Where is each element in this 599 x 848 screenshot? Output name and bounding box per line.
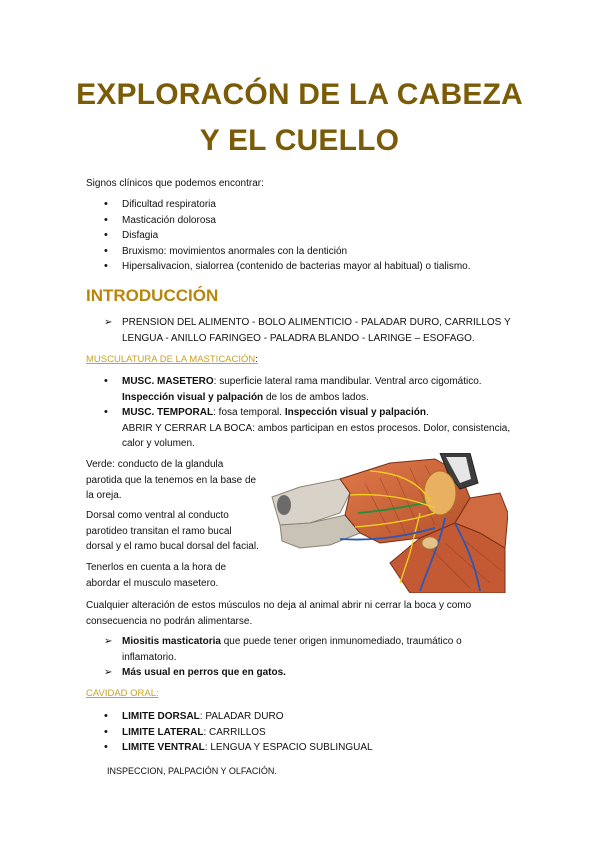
list-item [104,725,373,741]
intro-line-1: PRENSION DEL ALIMENTO - BOLO ALIMENTICIO - PALADAR DURO, CARRILLOS Y [122,317,511,328]
limite-dorsal-text: : PALADAR DURO [199,711,284,722]
list-item: • Hipersalivacion, sialorrea (contenido de bacterias mayor al habitual) o tialismo. [104,259,471,275]
musculatura-heading [86,354,258,365]
text-line: parotida que la tenemos en la base de [86,474,257,486]
limite-ventral-label: LIMITE VENTRAL [122,742,205,753]
list-item [104,405,514,452]
list-item [104,374,514,405]
tener-paragraph [86,560,226,591]
inspeccion-text: INSPECCION, PALPACIÓN Y OLFACIÓN. [107,766,277,776]
limite-ventral-text: : LENGUA Y ESPACIO SUBLINGUAL [204,742,373,753]
text-line: dorsal y el ramo bucal dorsal del facial. [86,541,259,552]
masetero-inspeccion: Inspección visual y palpación [122,391,264,403]
text-line: consecuencia no podrán alimentarse. [86,615,253,627]
musculatura-colon: : [255,354,258,365]
section-heading-introduccion: INTRODUCCIÓN [86,286,219,305]
temporal-label: MUSC. TEMPORAL [122,407,214,418]
limite-lateral-label: LIMITE LATERAL [122,726,204,738]
list-item [104,315,511,346]
text-line: Tenerlos en cuenta a la hora de [86,562,227,573]
list-item: • Bruxismo: movimientos anormales con la dentición [104,244,471,260]
temporal-end: . [425,407,429,418]
masetero-inspeccion-rest: de los de ambos lados. [263,391,369,403]
list-item: • Disfagia [104,228,471,244]
list-item [104,709,373,725]
musculatura-heading-text: MUSCULATURA DE LA MASTICACIÓN [86,354,256,365]
text-line: Dorsal como ventral al conducto [86,510,229,521]
dog-head-anatomy-illustration [270,453,508,593]
cavidad-list [104,709,373,756]
text-line: abordar el musculo masetero. [86,577,219,589]
list-item [104,740,373,756]
dorsal-paragraph [86,508,259,555]
perros-text: Más usual en perros que en gatos. [122,667,286,678]
signs-list [104,197,471,275]
temporal-text: : fosa temporal. [213,407,285,418]
alteracion-paragraph [86,598,471,629]
miositis-list [104,634,514,681]
cavidad-oral-heading: CAVIDAD ORAL: [86,688,159,699]
masetero-label: MUSC. MASETERO [122,376,214,387]
abrir-line-2: calor y volumen. [122,438,195,449]
masetero-text: : superficie lateral rama mandibular. Ventral arco cigomático. [213,376,482,387]
limite-lateral-text: : CARRILLOS [203,726,266,738]
text-line: Cualquier alteración de estos músculos no deja al animal abrir ni cerrar la boca y como [86,600,472,611]
miositis-text: que puede tener origen inmunomediado, traumático o [220,636,462,647]
list-item: • Dificultad respiratoria [104,197,471,213]
intro-arrow-list [104,315,511,346]
limite-dorsal-label: LIMITE DORSAL [122,711,200,722]
musculatura-list [104,374,514,452]
text-line: parotideo transitan el ramo bucal [86,525,232,537]
page-title-line-1: EXPLORACÓN DE LA CABEZA [76,78,523,111]
list-item [104,634,514,665]
abrir-line-1: ABRIR Y CERRAR LA BOCA: ambos participan en estos procesos. Dolor, consistencia, [122,422,511,434]
signs-intro: Signos clínicos que podemos encontrar: [86,178,264,189]
miositis-label: Miositis masticatoria [122,636,221,647]
intro-line-2: LENGUA - ANILLO FARINGEO - PALADRA BLANDO - LARINGE – ESOFAGO. [122,332,475,344]
text-line: la oreja. [86,490,122,501]
list-item [104,665,514,681]
list-item: • Masticación dolorosa [104,213,471,229]
anatomy-drawing [270,453,508,593]
temporal-inspeccion: Inspección visual y palpación [284,407,426,418]
text-line: Verde: conducto de la glandula [86,459,224,470]
miositis-line-2: inflamatorio. [122,651,177,663]
page-title-line-2: Y EL CUELLO [199,124,400,157]
verde-paragraph [86,457,256,504]
